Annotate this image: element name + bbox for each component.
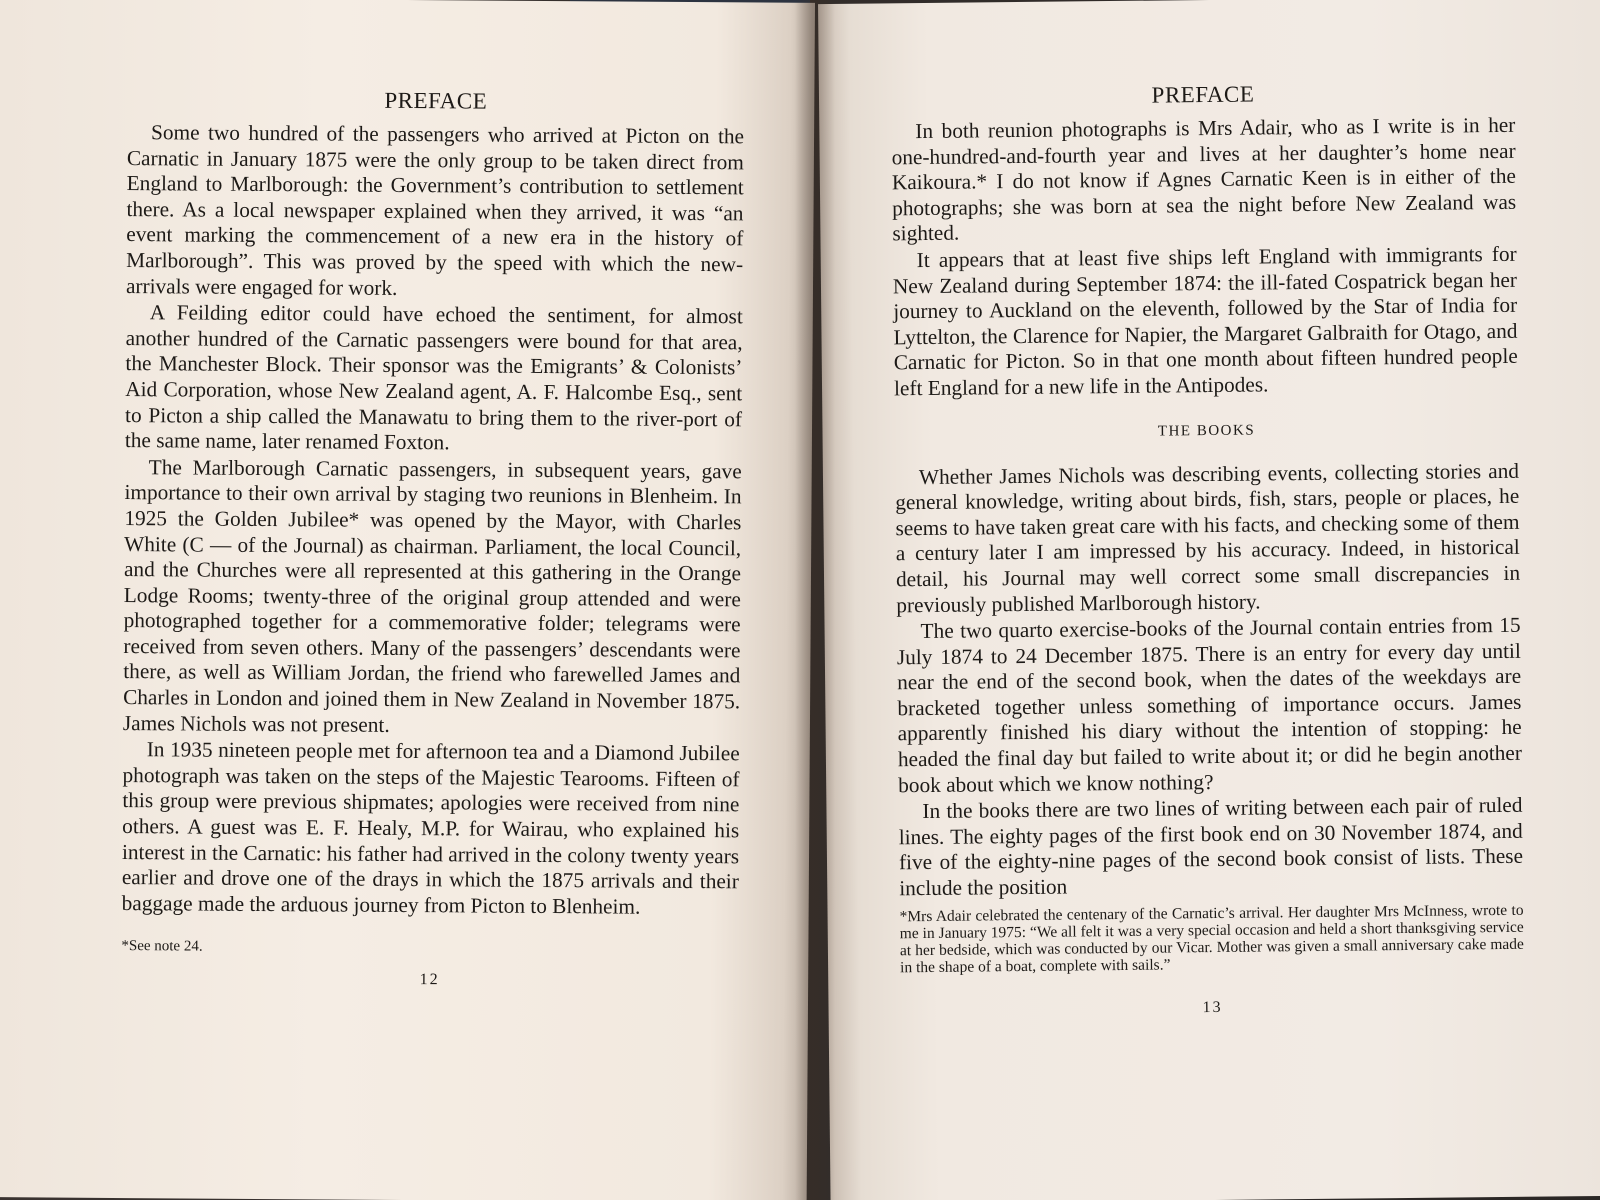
right-paragraph-2: It appears that at least five ships left England with immigrants for New Zealand during September 1874: the ill-fated Cospatrick began her journey to Auckland on the eleventh, followed by the Star of India for Lyttelton, the Clarence for Napier, the Margaret Galbraith for Otago, and Carnatic for Picton. So in that one month about fifteen hundred people left England for a new life in the Antipodes. <box>892 241 1518 401</box>
right-section-text <box>895 458 1524 902</box>
right-footnote: *Mrs Adair celebrated the centenary of the Carnatic’s arrival. Her daughter Mrs McInness, wrote to me in January 1975: “We all felt it was a very special occasion and held a short thanksgiving service at her bedside, which was conducted by our Vicar. Mother was given a small anniversary cake made in the shape of a boat, complete with sails.” <box>899 901 1524 976</box>
left-paragraph-2: A Feilding editor could have echoed the sentiment, for almost another hundred of the Carnatic passengers were bound for that area, the Manchester Block. Their sponsor was the Emigrants’ & Colonists’ Aid Corporation, whose New Zealand agent, A. F. Halcombe Esq., sent to Picton a ship called the Manawatu to bring them to the river-port of the same name, later renamed Foxton. <box>124 300 743 455</box>
right-section-paragraph-2: The two quarto exercise-books of the Journal contain entries from 15 July 1874 to 24 December 1875. There is an entry for every day until near the end of the second book, when the dates of the weekdays are bracketed together unless something of importance occurs. James apparently finished his diary without the intention of stopping: he headed the final day but failed to write about it; or did he begin another book about which we know nothing? <box>896 612 1523 797</box>
right-body-text <box>891 113 1518 402</box>
left-footnote: *See note 24. <box>121 938 203 955</box>
right-section-paragraph-3: In the books there are two lines of writing between each pair of ruled lines. The eighty pages of the first book end on 30 November 1874, and five of the eighty-nine pages of the second book consist of lists. These include the position <box>898 793 1524 901</box>
right-section-paragraph-1: Whether James Nichols was describing events, collecting stories and general knowledge, writing about birds, fish, stars, people or places, he seems to have taken great care with his facts, and checking some of them a century later I am impressed by his accuracy. Indeed, in historical detail, his Journal may well correct some small discrepancies in previously published Marlborough history. <box>895 458 1521 617</box>
right-page <box>818 0 1600 1200</box>
section-heading-the-books: THE BOOKS <box>1157 422 1256 440</box>
left-paragraph-1: Some two hundred of the passengers who arrived at Picton on the Carnatic in January 1875 were the only group to be taken direct from England to Marlborough: the Government’s contribution to settlement there. As a local newspaper explained when they arrived, it was “an event marking the commencement of a new era in the history of Marlborough”. This was proved by the speed with which the new-arrivals were engaged for work. <box>125 120 745 300</box>
left-page-number: 12 <box>419 971 440 989</box>
right-running-head: PREFACE <box>1151 81 1255 108</box>
right-paragraph-1: In both reunion photographs is Mrs Adair, who as I write is in her one-hundred-and-fourth year and lives at her daughter’s home near Kaikoura.* I do not know if Agnes Carnatic Keen is in either of the photographs; she was born at sea the night before New Zealand was sighted. <box>891 112 1517 246</box>
left-paragraph-4: In 1935 nineteen people met for afternoon tea and a Diamond Jubilee photograph was taken on the steps of the Majestic Tearooms. Fifteen of this group were previous shipmates; apologies were received from nine others. A guest was E. F. Healy, M.P. for Wairau, who explained his interest in the Carnatic: his father had arrived in the colony twenty years earlier and drove one of the drays in which the 1875 arrivals and their baggage made the arduous journey from Picton to Blenheim. <box>121 737 740 919</box>
left-paragraph-3: The Marlborough Carnatic passengers, in subsequent years, gave importance to their own arrival by staging two reunions in Blenheim. In 1925 the Golden Jubilee* was opened by the Mayor, with Charles White (C — of the Journal) as chairman. Parliament, the local Council, and the Churches were all represented at this gathering in the Orange Lodge Rooms; twenty-three of the original group attended and were photographed together for a commemorative folder; telegrams were received from seven others. Many of the passengers’ descendants were there, as well as William Jordan, the friend who farewelled James and Charles in London and joined them in New Zealand in November 1875. James Nichols was not present. <box>122 454 742 737</box>
left-running-head: PREFACE <box>384 87 488 114</box>
right-page-number: 13 <box>1202 998 1223 1016</box>
left-body-text <box>122 120 745 921</box>
